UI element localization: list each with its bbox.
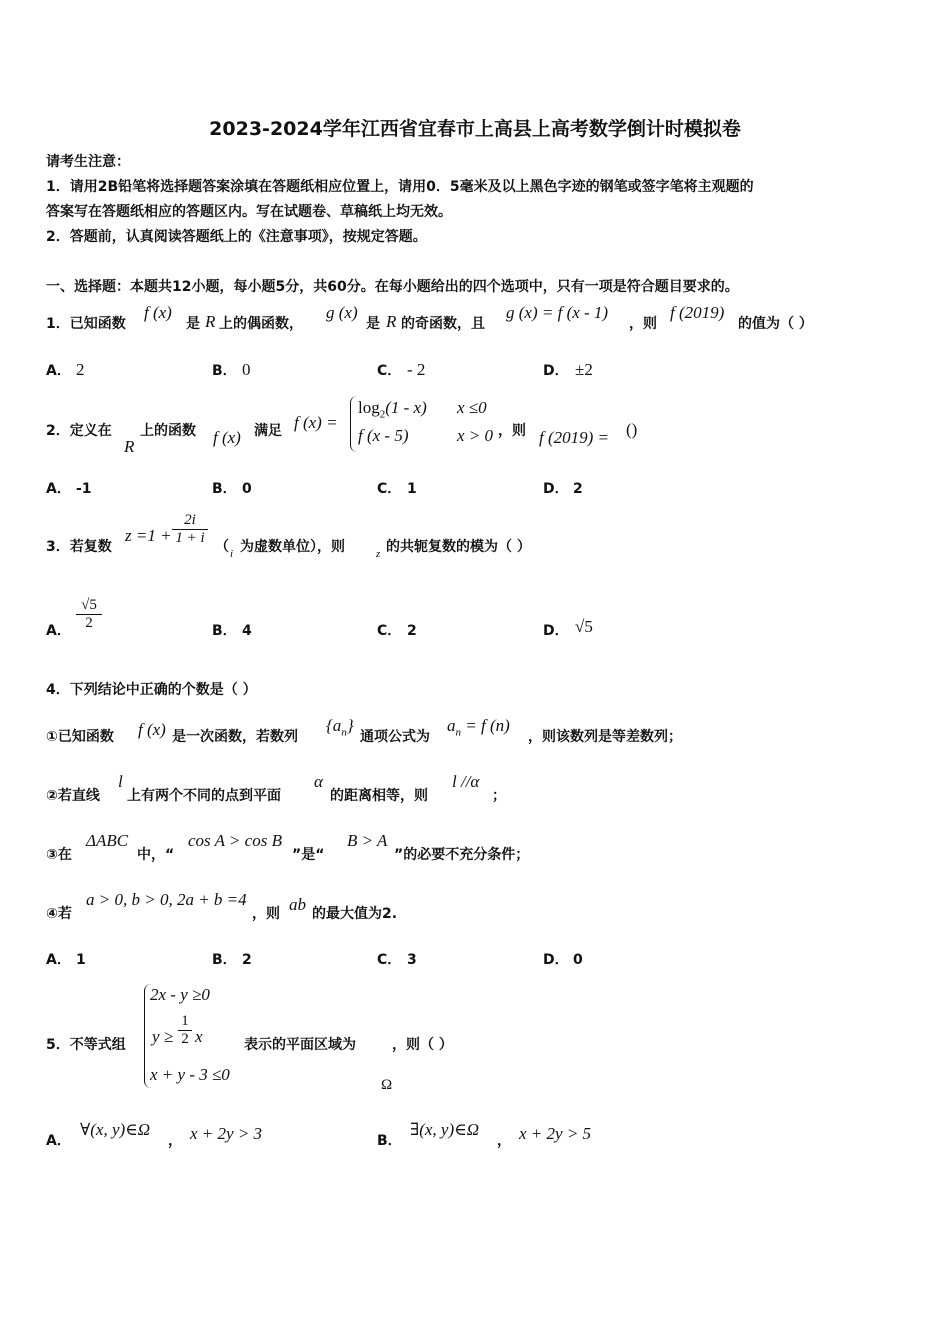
q1-option-a-label: A． [46,363,71,379]
q4-option-a: 1 [76,952,86,968]
q3-lhs: z =1 + [125,526,172,545]
q5-option-a-label: A． [46,1133,71,1149]
q4-s4-text-3: 的最大值为2. [312,906,398,922]
q4-s1-text-4: ，则该数列是等差数列； [528,729,682,745]
q2-text-2: 上的函数 [140,423,196,439]
q1-f2019: f (2019) [670,303,725,322]
q5-row-2a: y ≥ [152,1027,174,1046]
q1-option-c-label: C． [377,363,402,379]
q1-text-1: 1．已知函数 [46,316,126,332]
q4-s1-an: $\{a_n\}$ [326,716,354,739]
q1-f: f (x) [144,303,172,322]
q4-s3-ba: B > A [347,831,388,850]
q5-row-3: x + y - 3 ≤0 [150,1065,230,1084]
q2-option-d-label: D． [543,481,569,497]
q3-text-2: （ [215,539,229,555]
q4-option-b: 2 [242,952,252,968]
q1-option-c: - 2 [407,360,426,379]
q2-text-5: () [626,420,638,439]
q4-option-d: 0 [573,952,583,968]
q3-fraction: $\frac{2i}{1 + i}$ [172,512,208,547]
q5-option-b-inequality: x + 2y > 5 [519,1124,592,1143]
q2-brace [350,396,357,452]
q1-g: g (x) [326,303,358,322]
q4-s2-alpha: α [314,772,323,791]
q4-s2-text-3: 的距离相等，则 [330,788,428,804]
q3-text-1: 3．若复数 [46,539,112,555]
notice-heading: 请考生注意： [46,154,130,170]
q5-option-a-quantifier: ∀(x, y)∈Ω [80,1120,151,1139]
q2-cond2: x > 0 [457,426,494,445]
q3-z: z [376,548,381,560]
q2-option-b-label: B． [212,481,237,497]
q3-option-d-label: D． [543,623,569,639]
q1-text-2: 是 [186,316,200,332]
q1-R2: R [386,312,397,331]
q3-text-3: 为虚数单位），则 [240,539,345,555]
q1-text-5: 的奇函数，且 [401,316,485,332]
q2-text-4: ，则 [498,423,526,439]
q4-option-b-label: B． [212,952,237,968]
q1-option-d: ±2 [575,360,593,379]
q4-stem: 4．下列结论中正确的个数是（ ） [46,682,257,698]
q5-option-a-inequality: x + 2y > 3 [190,1124,263,1143]
q5-option-b-label: B． [377,1133,402,1149]
notice-line-1b: 答案写在答题纸相应的答题区内。写在试题卷、草稿纸上均无效。 [46,204,452,220]
q1-option-a: 2 [76,360,85,379]
q2-cond1: x ≤0 [457,398,487,417]
q2-text-3: 满足 [254,423,282,439]
q4-s3-triangle: ΔABC [86,831,129,850]
q4-s2-l: l [118,772,123,791]
q5-row-2b: x [195,1027,203,1046]
q4-s4-text-2: ，则 [252,906,280,922]
q5-option-b-quantifier: ∃(x, y)∈Ω [410,1120,480,1139]
q5-text-1: 5．不等式组 [46,1037,126,1053]
q2-option-b: 0 [242,481,252,497]
q1-text-4: 是 [366,316,380,332]
q3-option-c: 2 [407,623,417,639]
q4-s1-text-3: 通项公式为 [360,729,430,745]
q2-case1: $\log_2(1 - x)$ [358,398,427,421]
q2-option-c: 1 [407,481,417,497]
q3-option-b: 4 [242,623,252,639]
q4-s3-text-4: ”的必要不充分条件； [394,847,530,863]
q2-R: R [124,437,135,456]
section-heading: 一、选择题：本题共12小题，每小题5分，共60分。在每小题给出的四个选项中，只有一项是符合题目要求的。 [46,279,739,295]
q3-option-d: √5 [575,617,593,636]
q5-row-2-fraction: $\frac{1}{2}$ [178,1013,192,1048]
q4-s2-parallel: l //α [452,772,480,791]
q4-s2-text-1: ②若直线 [46,788,100,804]
q2-option-a: -1 [76,481,92,497]
q5-text-2: 表示的平面区域为 [244,1037,356,1053]
q4-option-c-label: C． [377,952,402,968]
q3-i: i [230,548,234,560]
q1-option-b-label: B． [212,363,237,379]
q1-text-7: 的值为（ ） [738,316,813,332]
q2-ask: f (2019) = [539,428,610,447]
q4-option-d-label: D． [543,952,569,968]
q4-s4-text-1: ④若 [46,906,72,922]
q2-lhs: f (x) = [294,413,338,432]
q4-s4-condition: a > 0, b > 0, 2a + b =4 [86,890,247,909]
notice-line-1: 1．请用2B铅笔将选择题答案涂填在答题纸相应位置上，请用0．5毫米及以上黑色字迹的钢笔或签字笔将主观题的 [46,179,754,195]
q1-text-6: ，则 [629,316,657,332]
q1-equation: g (x) = f (x - 1) [506,303,609,322]
q4-s1-eq: $a_n = f$ (n) [447,716,510,739]
page-title: 2023-2024学年江西省宜春市上高县上高考数学倒计时模拟卷 [209,118,741,140]
q4-s1-text-1: ①已知函数 [46,729,114,745]
q5-text-3: ，则（ ） [392,1037,453,1053]
q3-option-a-label: A． [46,623,71,639]
q4-s4-ab: ab [289,895,306,914]
q1-text-3: 上的偶函数， [219,316,303,332]
q2-text-1: 2．定义在 [46,423,112,439]
q2-f: f (x) [213,428,241,447]
q4-s2-text-2: 上有两个不同的点到平面 [127,788,281,804]
q2-case2: f (x - 5) [358,426,409,445]
q4-option-c: 3 [407,952,417,968]
q1-option-d-label: D． [543,363,569,379]
q5-option-a-sep: ， [168,1133,182,1149]
q2-option-c-label: C． [377,481,402,497]
q4-s3-text-3: ”是“ [292,847,325,863]
q4-s1-f: f (x) [138,720,166,739]
q3-option-a: $\frac{√5}{2}$ [76,597,102,632]
q2-option-d: 2 [573,481,583,497]
q4-s3-text-1: ③在 [46,847,72,863]
q4-s3-cos: cos A > cos B [188,831,282,850]
q5-option-b-sep: ， [497,1133,511,1149]
q1-R: R [205,312,216,331]
q5-omega: Ω [381,1077,393,1093]
notice-line-2: 2．答题前，认真阅读答题纸上的《注意事项》，按规定答题。 [46,229,427,245]
q4-s2-text-4: ； [492,788,506,804]
q3-text-4: 的共轭复数的模为（ ） [386,539,531,555]
q3-option-c-label: C． [377,623,402,639]
q2-option-a-label: A． [46,481,71,497]
q4-s1-text-2: 是一次函数，若数列 [172,729,298,745]
q3-option-b-label: B． [212,623,237,639]
q4-s3-text-2: 中，“ [137,847,175,863]
q5-row-1: 2x - y ≥0 [150,985,210,1004]
q1-option-b: 0 [242,360,251,379]
q4-option-a-label: A． [46,952,71,968]
